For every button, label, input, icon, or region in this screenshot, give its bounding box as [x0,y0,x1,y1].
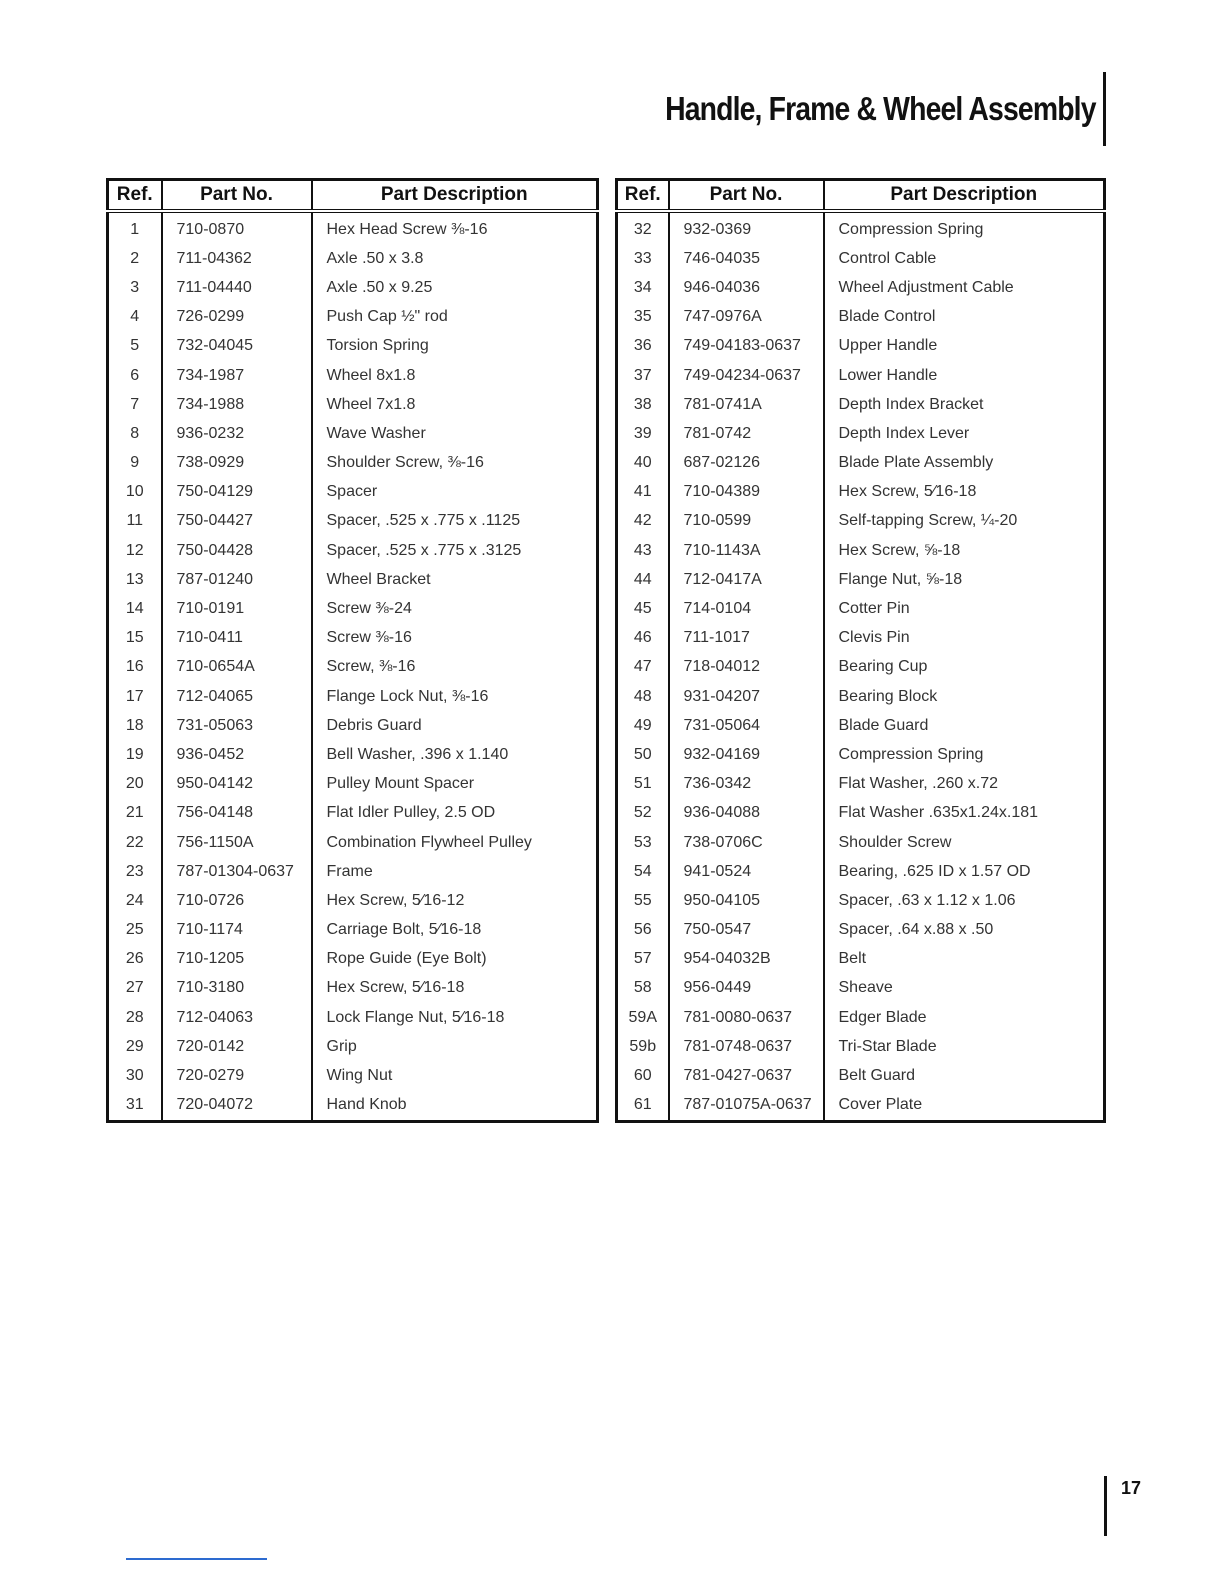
cell-description: Shoulder Screw [824,828,1105,857]
table-row [617,449,1105,478]
table-row [108,974,598,1003]
table-row [617,974,1105,1003]
cell-description: Spacer, .525 x .775 x .1125 [312,507,598,536]
table-row [617,211,1105,244]
cell-ref: 5 [130,337,140,355]
page-number-rule [1104,1476,1107,1536]
cell-ref: 45 [633,600,652,618]
cell-description: Frame [312,857,598,886]
parts-table-left [106,178,599,1123]
cell-ref: 31 [125,1096,144,1114]
cell-part-no: 781-0427-0637 [669,1061,824,1090]
cell-description: Torsion Spring [312,332,598,361]
cell-description: Carriage Bolt, 5⁄16-18 [312,916,598,945]
table-row [617,478,1105,507]
table-row [617,1032,1105,1061]
cell-part-no: 710-3180 [162,974,312,1003]
cell-ref: 28 [125,1008,144,1026]
cell-ref: 10 [125,483,144,501]
table-row [108,828,598,857]
cell-description: Clevis Pin [824,624,1105,653]
cell-part-no: 710-0191 [162,594,312,623]
cell-description: Upper Handle [824,332,1105,361]
table-row [617,799,1105,828]
col-header-part-no: Part No. [669,180,824,212]
cell-description: Hex Screw, 5⁄16-18 [312,974,598,1003]
cell-description: Debris Guard [312,711,598,740]
cell-part-no: 750-04427 [162,507,312,536]
cell-description: Cotter Pin [824,594,1105,623]
cell-description: Belt Guard [824,1061,1105,1090]
cell-ref: 39 [633,424,652,442]
cell-description: Bearing Block [824,682,1105,711]
cell-part-no: 749-04234-0637 [669,361,824,390]
cell-part-no: 946-04036 [669,273,824,302]
table-header-row [617,180,1105,212]
cell-description: Screw ⅜-24 [312,594,598,623]
cell-part-no: 781-0741A [669,390,824,419]
cell-part-no: 931-04207 [669,682,824,711]
cell-part-no: 732-04045 [162,332,312,361]
cell-ref: 6 [130,366,140,384]
table-row [108,273,598,302]
cell-description: Hex Screw, ⅝-18 [824,536,1105,565]
cell-part-no: 736-0342 [669,770,824,799]
cell-part-no: 710-04389 [669,478,824,507]
cell-ref: 48 [633,687,652,705]
cell-part-no: 726-0299 [162,303,312,332]
cell-ref: 7 [130,395,140,413]
cell-ref: 20 [125,775,144,793]
cell-part-no: 738-0706C [669,828,824,857]
cell-description: Pulley Mount Spacer [312,770,598,799]
cell-part-no: 936-0232 [162,419,312,448]
table-row [617,653,1105,682]
cell-ref: 58 [633,979,652,997]
cell-description: Cover Plate [824,1091,1105,1122]
cell-description: Hex Screw, 5⁄16-12 [312,886,598,915]
cell-description: Compression Spring [824,740,1105,769]
cell-description: Shoulder Screw, ⅜-16 [312,449,598,478]
cell-description: Blade Plate Assembly [824,449,1105,478]
cell-ref: 12 [125,541,144,559]
title-rule [1103,72,1106,146]
cell-ref: 15 [125,629,144,647]
cell-description: Depth Index Bracket [824,390,1105,419]
table-row [617,1003,1105,1032]
cell-ref: 38 [633,395,652,413]
cell-ref: 8 [130,424,140,442]
cell-part-no: 787-01304-0637 [162,857,312,886]
cell-ref: 11 [126,512,144,530]
cell-part-no: 712-0417A [669,565,824,594]
cell-description: Flat Washer, .260 x.72 [824,770,1105,799]
table-row [617,507,1105,536]
table-row [108,390,598,419]
table-header-row [108,180,598,212]
cell-ref: 50 [633,745,652,763]
cell-description: Spacer, .525 x .775 x .3125 [312,536,598,565]
cell-description: Hex Head Screw ⅜-16 [312,211,598,244]
cell-description: Spacer, .64 x.88 x .50 [824,916,1105,945]
cell-part-no: 731-05064 [669,711,824,740]
footer-line [126,1558,267,1560]
table-row [108,916,598,945]
cell-part-no: 710-1205 [162,945,312,974]
cell-part-no: 750-0547 [669,916,824,945]
cell-description: Axle .50 x 3.8 [312,244,598,273]
cell-description: Tri-Star Blade [824,1032,1105,1061]
cell-ref: 2 [130,249,140,267]
cell-part-no: 781-0080-0637 [669,1003,824,1032]
cell-description: Flange Nut, ⅝-18 [824,565,1105,594]
page-title: Handle, Frame & Wheel Assembly [665,90,1096,127]
cell-ref: 1 [130,220,140,238]
table-row [108,711,598,740]
cell-ref: 35 [633,308,652,326]
col-header-description: Part Description [312,180,598,212]
cell-ref: 3 [130,278,140,296]
cell-part-no: 731-05063 [162,711,312,740]
cell-ref: 4 [130,308,140,326]
cell-description: Lock Flange Nut, 5⁄16-18 [312,1003,598,1032]
table-row [108,857,598,886]
cell-description: Blade Control [824,303,1105,332]
table-row [108,594,598,623]
table-row [617,828,1105,857]
table-row [617,565,1105,594]
cell-description: Self-tapping Screw, ¼-20 [824,507,1105,536]
cell-ref: 59b [629,1037,657,1055]
cell-part-no: 710-0870 [162,211,312,244]
table-row [108,770,598,799]
cell-description: Edger Blade [824,1003,1105,1032]
cell-description: Hex Screw, 5⁄16-18 [824,478,1105,507]
page-title-wrap [595,72,1106,146]
table-row [108,799,598,828]
table-row [108,419,598,448]
table-row [108,682,598,711]
table-row [617,857,1105,886]
cell-part-no: 787-01075A-0637 [669,1091,824,1122]
cell-ref: 33 [633,249,652,267]
table-row [108,624,598,653]
page-number: 17 [1121,1478,1142,1498]
table-row [617,419,1105,448]
cell-description: Spacer, .63 x 1.12 x 1.06 [824,886,1105,915]
cell-part-no: 756-04148 [162,799,312,828]
cell-part-no: 710-0654A [162,653,312,682]
table-row [108,653,598,682]
table-row [617,244,1105,273]
cell-part-no: 712-04065 [162,682,312,711]
table-row [617,536,1105,565]
table-row [617,624,1105,653]
cell-description: Rope Guide (Eye Bolt) [312,945,598,974]
cell-part-no: 711-04440 [162,273,312,302]
table-row [108,1003,598,1032]
cell-ref: 59A [628,1008,657,1026]
cell-description: Wheel Adjustment Cable [824,273,1105,302]
cell-part-no: 720-0142 [162,1032,312,1061]
cell-ref: 44 [633,570,652,588]
table-row [617,390,1105,419]
cell-part-no: 956-0449 [669,974,824,1003]
cell-part-no: 950-04142 [162,770,312,799]
cell-part-no: 710-1174 [162,916,312,945]
col-header-description: Part Description [824,180,1105,212]
cell-ref: 54 [633,862,652,880]
cell-part-no: 738-0929 [162,449,312,478]
cell-part-no: 711-1017 [669,624,824,653]
cell-ref: 37 [633,366,652,384]
table-row [108,211,598,244]
cell-ref: 49 [633,716,652,734]
cell-description: Wing Nut [312,1061,598,1090]
cell-ref: 27 [125,979,144,997]
cell-ref: 32 [633,220,652,238]
cell-description: Push Cap ½" rod [312,303,598,332]
table-row [617,361,1105,390]
cell-part-no: 954-04032B [669,945,824,974]
cell-description: Spacer [312,478,598,507]
cell-part-no: 932-0369 [669,211,824,244]
cell-description: Screw, ⅜-16 [312,653,598,682]
cell-description: Combination Flywheel Pulley [312,828,598,857]
cell-ref: 41 [633,483,652,501]
col-header-part-no: Part No. [162,180,312,212]
cell-part-no: 781-0748-0637 [669,1032,824,1061]
table-row [617,682,1105,711]
cell-ref: 16 [125,658,144,676]
table-row [108,945,598,974]
table-row [617,594,1105,623]
cell-description: Screw ⅜-16 [312,624,598,653]
cell-part-no: 714-0104 [669,594,824,623]
cell-ref: 14 [125,600,144,618]
cell-description: Flat Washer .635x1.24x.181 [824,799,1105,828]
cell-description: Axle .50 x 9.25 [312,273,598,302]
cell-description: Depth Index Lever [824,419,1105,448]
cell-ref: 26 [125,950,144,968]
cell-ref: 22 [125,833,144,851]
cell-part-no: 710-1143A [669,536,824,565]
table-row [617,770,1105,799]
cell-ref: 34 [633,278,652,296]
cell-description: Wheel Bracket [312,565,598,594]
cell-ref: 51 [633,775,652,793]
cell-ref: 42 [633,512,652,530]
cell-description: Compression Spring [824,211,1105,244]
cell-part-no: 950-04105 [669,886,824,915]
cell-ref: 43 [633,541,652,559]
cell-ref: 21 [125,804,144,822]
table-row [108,1032,598,1061]
cell-part-no: 787-01240 [162,565,312,594]
cell-description: Flange Lock Nut, ⅜-16 [312,682,598,711]
cell-part-no: 756-1150A [162,828,312,857]
cell-ref: 61 [633,1096,652,1114]
table-row [617,711,1105,740]
col-header-ref: Ref. [108,180,162,212]
cell-description: Hand Knob [312,1091,598,1122]
table-row [108,536,598,565]
table-row [617,740,1105,769]
cell-ref: 18 [125,716,144,734]
cell-description: Wheel 7x1.8 [312,390,598,419]
table-row [108,303,598,332]
cell-part-no: 687-02126 [669,449,824,478]
cell-ref: 52 [633,804,652,822]
cell-ref: 47 [633,658,652,676]
col-header-ref: Ref. [617,180,669,212]
cell-description: Blade Guard [824,711,1105,740]
cell-description: Bearing Cup [824,653,1105,682]
cell-part-no: 941-0524 [669,857,824,886]
cell-part-no: 710-0599 [669,507,824,536]
cell-part-no: 720-0279 [162,1061,312,1090]
table-row [617,945,1105,974]
cell-part-no: 936-04088 [669,799,824,828]
cell-description: Lower Handle [824,361,1105,390]
table-row [617,332,1105,361]
cell-ref: 29 [125,1037,144,1055]
cell-ref: 57 [633,950,652,968]
cell-part-no: 932-04169 [669,740,824,769]
table-row [108,449,598,478]
table-row [108,478,598,507]
cell-description: Flat Idler Pulley, 2.5 OD [312,799,598,828]
cell-part-no: 750-04129 [162,478,312,507]
cell-ref: 53 [633,833,652,851]
cell-ref: 25 [125,921,144,939]
cell-ref: 30 [125,1067,144,1085]
cell-description: Control Cable [824,244,1105,273]
table-row [108,886,598,915]
cell-ref: 13 [125,570,144,588]
cell-part-no: 710-0411 [162,624,312,653]
cell-part-no: 781-0742 [669,419,824,448]
cell-description: Sheave [824,974,1105,1003]
cell-ref: 23 [125,862,144,880]
cell-ref: 24 [125,891,144,909]
table-row [108,244,598,273]
cell-part-no: 712-04063 [162,1003,312,1032]
table-row [108,507,598,536]
cell-ref: 60 [633,1067,652,1085]
table-row [617,303,1105,332]
table-row [108,1091,598,1122]
table-row [108,361,598,390]
cell-description: Belt [824,945,1105,974]
table-row [108,740,598,769]
cell-ref: 55 [633,891,652,909]
cell-part-no: 750-04428 [162,536,312,565]
cell-description: Wave Washer [312,419,598,448]
cell-description: Bell Washer, .396 x 1.140 [312,740,598,769]
table-row [108,565,598,594]
cell-ref: 19 [125,745,144,763]
table-row [108,1061,598,1090]
cell-ref: 46 [633,629,652,647]
cell-ref: 9 [130,454,140,472]
table-row [617,1091,1105,1122]
cell-ref: 40 [633,454,652,472]
table-row [617,273,1105,302]
cell-description: Wheel 8x1.8 [312,361,598,390]
cell-part-no: 720-04072 [162,1091,312,1122]
cell-part-no: 718-04012 [669,653,824,682]
cell-ref: 56 [633,921,652,939]
table-row [617,916,1105,945]
cell-part-no: 734-1987 [162,361,312,390]
cell-part-no: 747-0976A [669,303,824,332]
cell-ref: 36 [633,337,652,355]
cell-description: Grip [312,1032,598,1061]
table-row [108,332,598,361]
cell-ref: 17 [125,687,144,705]
cell-part-no: 749-04183-0637 [669,332,824,361]
cell-part-no: 711-04362 [162,244,312,273]
cell-part-no: 734-1988 [162,390,312,419]
cell-part-no: 746-04035 [669,244,824,273]
cell-description: Bearing, .625 ID x 1.57 OD [824,857,1105,886]
cell-part-no: 710-0726 [162,886,312,915]
table-row [617,1061,1105,1090]
table-row [617,886,1105,915]
cell-part-no: 936-0452 [162,740,312,769]
parts-table-right [615,178,1106,1123]
